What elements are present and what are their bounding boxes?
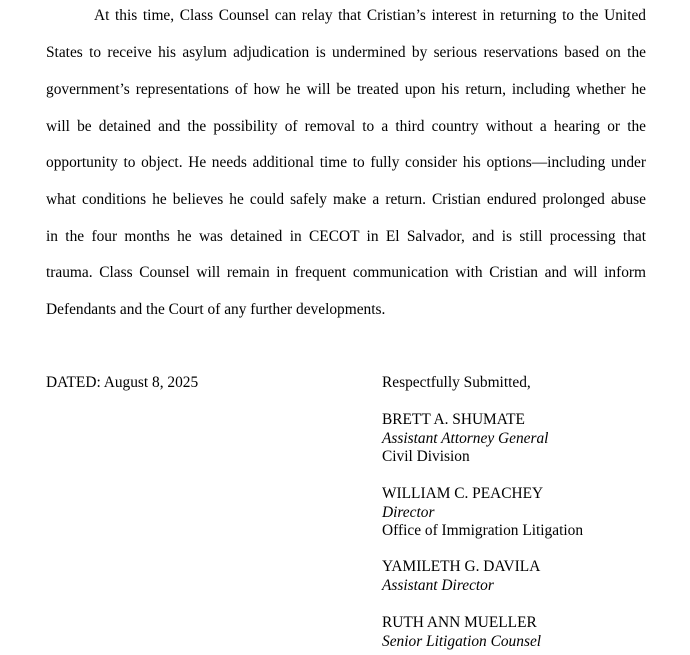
body-paragraph-line: Defendants and the Court of any further developments. — [46, 301, 386, 318]
body-paragraph-line: will be detained and the possibility of removal to a third country without a hearing or the — [46, 118, 646, 135]
closing-text: Respectfully Submitted, — [382, 374, 531, 391]
signer-block — [382, 558, 682, 595]
body-paragraph-line: opportunity to object. He needs additional time to fully consider his options—including under — [46, 154, 646, 171]
signer-name: BRETT A. SHUMATE — [382, 411, 525, 428]
body-paragraph-line: At this time, Class Counsel can relay that Cristian’s interest in returning to the United — [94, 7, 646, 24]
body-paragraph-line: States to receive his asylum adjudication is undermined by serious reservations based on the — [46, 44, 646, 61]
signer-block — [382, 411, 682, 467]
signature-closing — [382, 374, 682, 393]
body-paragraph-line: in the four months he was detained in CECOT in El Salvador, and is still processing that — [46, 228, 646, 245]
signer-title: Senior Litigation Counsel — [382, 632, 542, 650]
signer-unit: Civil Division — [382, 448, 470, 465]
signer-name: RUTH ANN MUELLER — [382, 614, 537, 631]
body-paragraph-line: what conditions he believes he could safely make a return. Cristian endured prolonged abuse — [46, 191, 646, 208]
signer-block — [382, 485, 682, 541]
signer-title: Director — [382, 503, 435, 521]
dated-line: DATED: August 8, 2025 — [46, 374, 199, 391]
body-paragraph-line: trauma. Class Counsel will remain in frequent communication with Cristian and will inform — [46, 264, 646, 281]
body-paragraph-line: government’s representations of how he will be treated upon his return, including whether he — [46, 81, 646, 98]
signer-unit: Office of Immigration Litigation — [382, 522, 584, 539]
signer-title: Assistant Attorney General — [382, 429, 549, 447]
signer-block — [382, 614, 682, 651]
signer-name: WILLIAM C. PEACHEY — [382, 485, 544, 502]
signer-title: Assistant Director — [382, 576, 494, 594]
signer-name: YAMILETH G. DAVILA — [382, 558, 541, 575]
